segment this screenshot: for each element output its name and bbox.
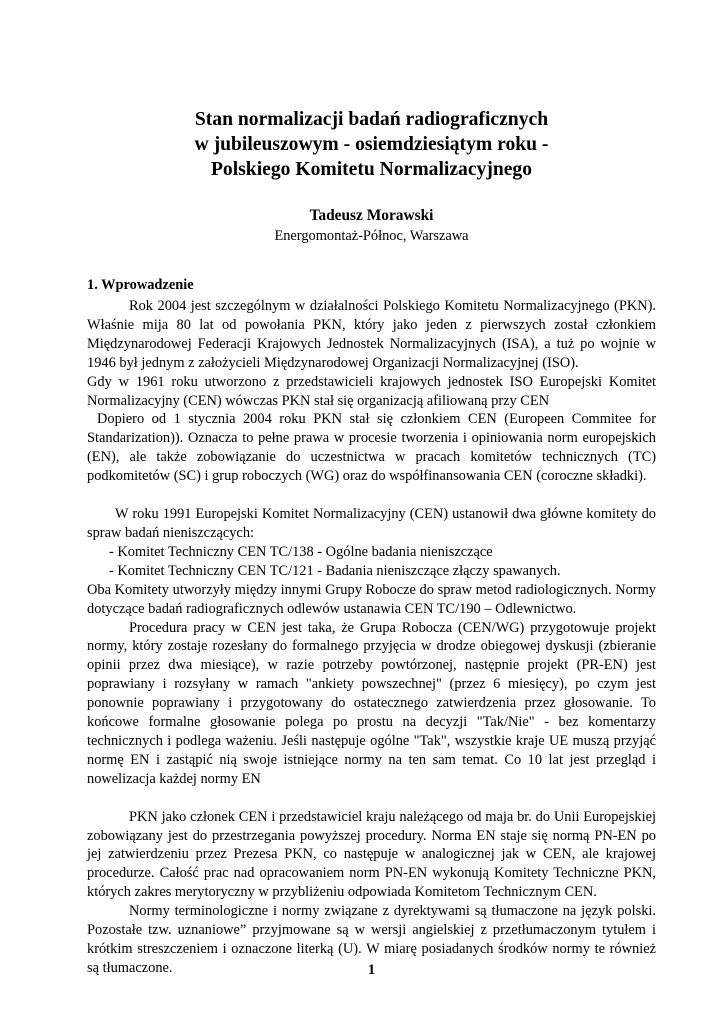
paragraph: PKN jako członek CEN i przedstawiciel kraju należącego od maja br. do Unii Europejskiej zobowiązany jest do przestrzegania powyższej procedury. Norma EN staje się normą PN-EN po jej zatwierdzeniu przez Prezesa PKN, co następuje w analogicznej jak w CEN, ale krajowej procedurze. Całość prac nad opracowaniem norm PN-EN wykonują Komitety Techniczne PKN, których zakres merytoryczny w przybliżeniu odpowiada Komitetom Technicznym CEN. [87, 808, 656, 901]
list-item: - Komitet Techniczny CEN TC/138 - Ogólne badania nieniszczące [109, 543, 493, 560]
list-item: - Komitet Techniczny CEN TC/121 - Badania nieniszczące złączy spawanych. [109, 562, 561, 579]
title-line: Polskiego Komitetu Normalizacyjnego [210, 159, 533, 180]
paragraph-gap [87, 789, 656, 808]
paragraph: Gdy w 1961 roku utworzono z przedstawicieli krajowych jednostek ISO Europejski Komitet Normalizacyjny (CEN) wówczas PKN stał się organizacją afiliowaną przy CEN [87, 373, 656, 409]
title-line: w jubileuszowym - osiemdziesiątym roku - [194, 134, 549, 155]
paragraph-gap [87, 486, 656, 505]
title-line: Stan normalizacji badań radiograficznych [194, 109, 549, 130]
section-heading: 1. Wprowadzenie [87, 277, 194, 293]
paragraph: W roku 1991 Europejski Komitet Normalizacyjny (CEN) ustanowił dwa główne komitety do spraw badań nieniszczących: [87, 506, 656, 541]
paragraph: Procedura pracy w CEN jest taka, że Grupa Robocza (CEN/WG) przygotowuje projekt normy, który zostaje rozesłany do formalnego przyjęcia w drodze obiegowej dyskusji (zbieranie opinii przez dwa miesiące), w razie potrzeby powtórzonej, następnie projekt (PR-EN) jest poprawiany i rozsyłany w ramach "ankiety powszechnej" (przez 6 miesięcy), po czym jest ponownie poprawiany i przygotowany do ostatecznego zatwierdzenia przez głosowanie. To końcowe formalne głosowanie polega po prostu na decyzji "Tak/Nie" - bez komentarzy technicznych i podlega ważeniu. Jeśli następuje ogólne "Tak", wszystkie kraje UE muszą przyjąć normę EN i zastąpić nią swoje istniejące normy na ten sam temat. Co 10 lat jest przegląd i nowelizacja każdej normy EN [87, 619, 656, 787]
document-title [87, 107, 656, 182]
paragraph: Normy terminologiczne i normy związane z dyrektywami są tłumaczone na język polski. Pozostałe tzw. uznaniowe” przyjmowane są w wersji angielskiej z przetłumaczonym tytułem i krótkim streszczeniem i oznaczone literką (U). W miarę posiadanych środków normy te również są tłumaczone. [87, 903, 656, 976]
author-name: Tadeusz Morawski [309, 207, 434, 224]
paragraph: Rok 2004 jest szczególnym w działalności Polskiego Komitetu Normalizacyjnego (PKN). Właśnie mija 80 lat od powołania PKN, który jako jeden z pierwszych został członkiem Międzynarodowej Federacji Krajowych Jednostek Normalizacyjnych (ISA), a tuż po wojnie w 1946 był jednym z założycieli Międzynarodowej Organizacji Normalizacyjnej (ISO). [87, 298, 656, 371]
paragraph: Dopiero od 1 stycznia 2004 roku PKN stał się członkiem CEN (Europeen Commitee for Standarization)). Oznacza to pełne prawa w procesie tworzenia i opiniowania norm europejskich (EN), ale także zobowiązanie do uczestnictwa w pracach komitetów technicznych (TC) podkomitetów (SC) i grup roboczych (WG) oraz do współfinansowania CEN (coroczne składki). [87, 411, 656, 485]
author-affiliation: Energomontaż-Północ, Warszawa [274, 228, 469, 244]
page-number: 1 [367, 962, 376, 978]
paragraph: Oba Komitety utworzyły między innymi Grupy Robocze do spraw metod radiologicznych. Normy dotyczące badań radiograficznych odlewów ustanawia CEN TC/190 – Odlewnictwo. [87, 581, 656, 617]
section-body [87, 297, 656, 978]
